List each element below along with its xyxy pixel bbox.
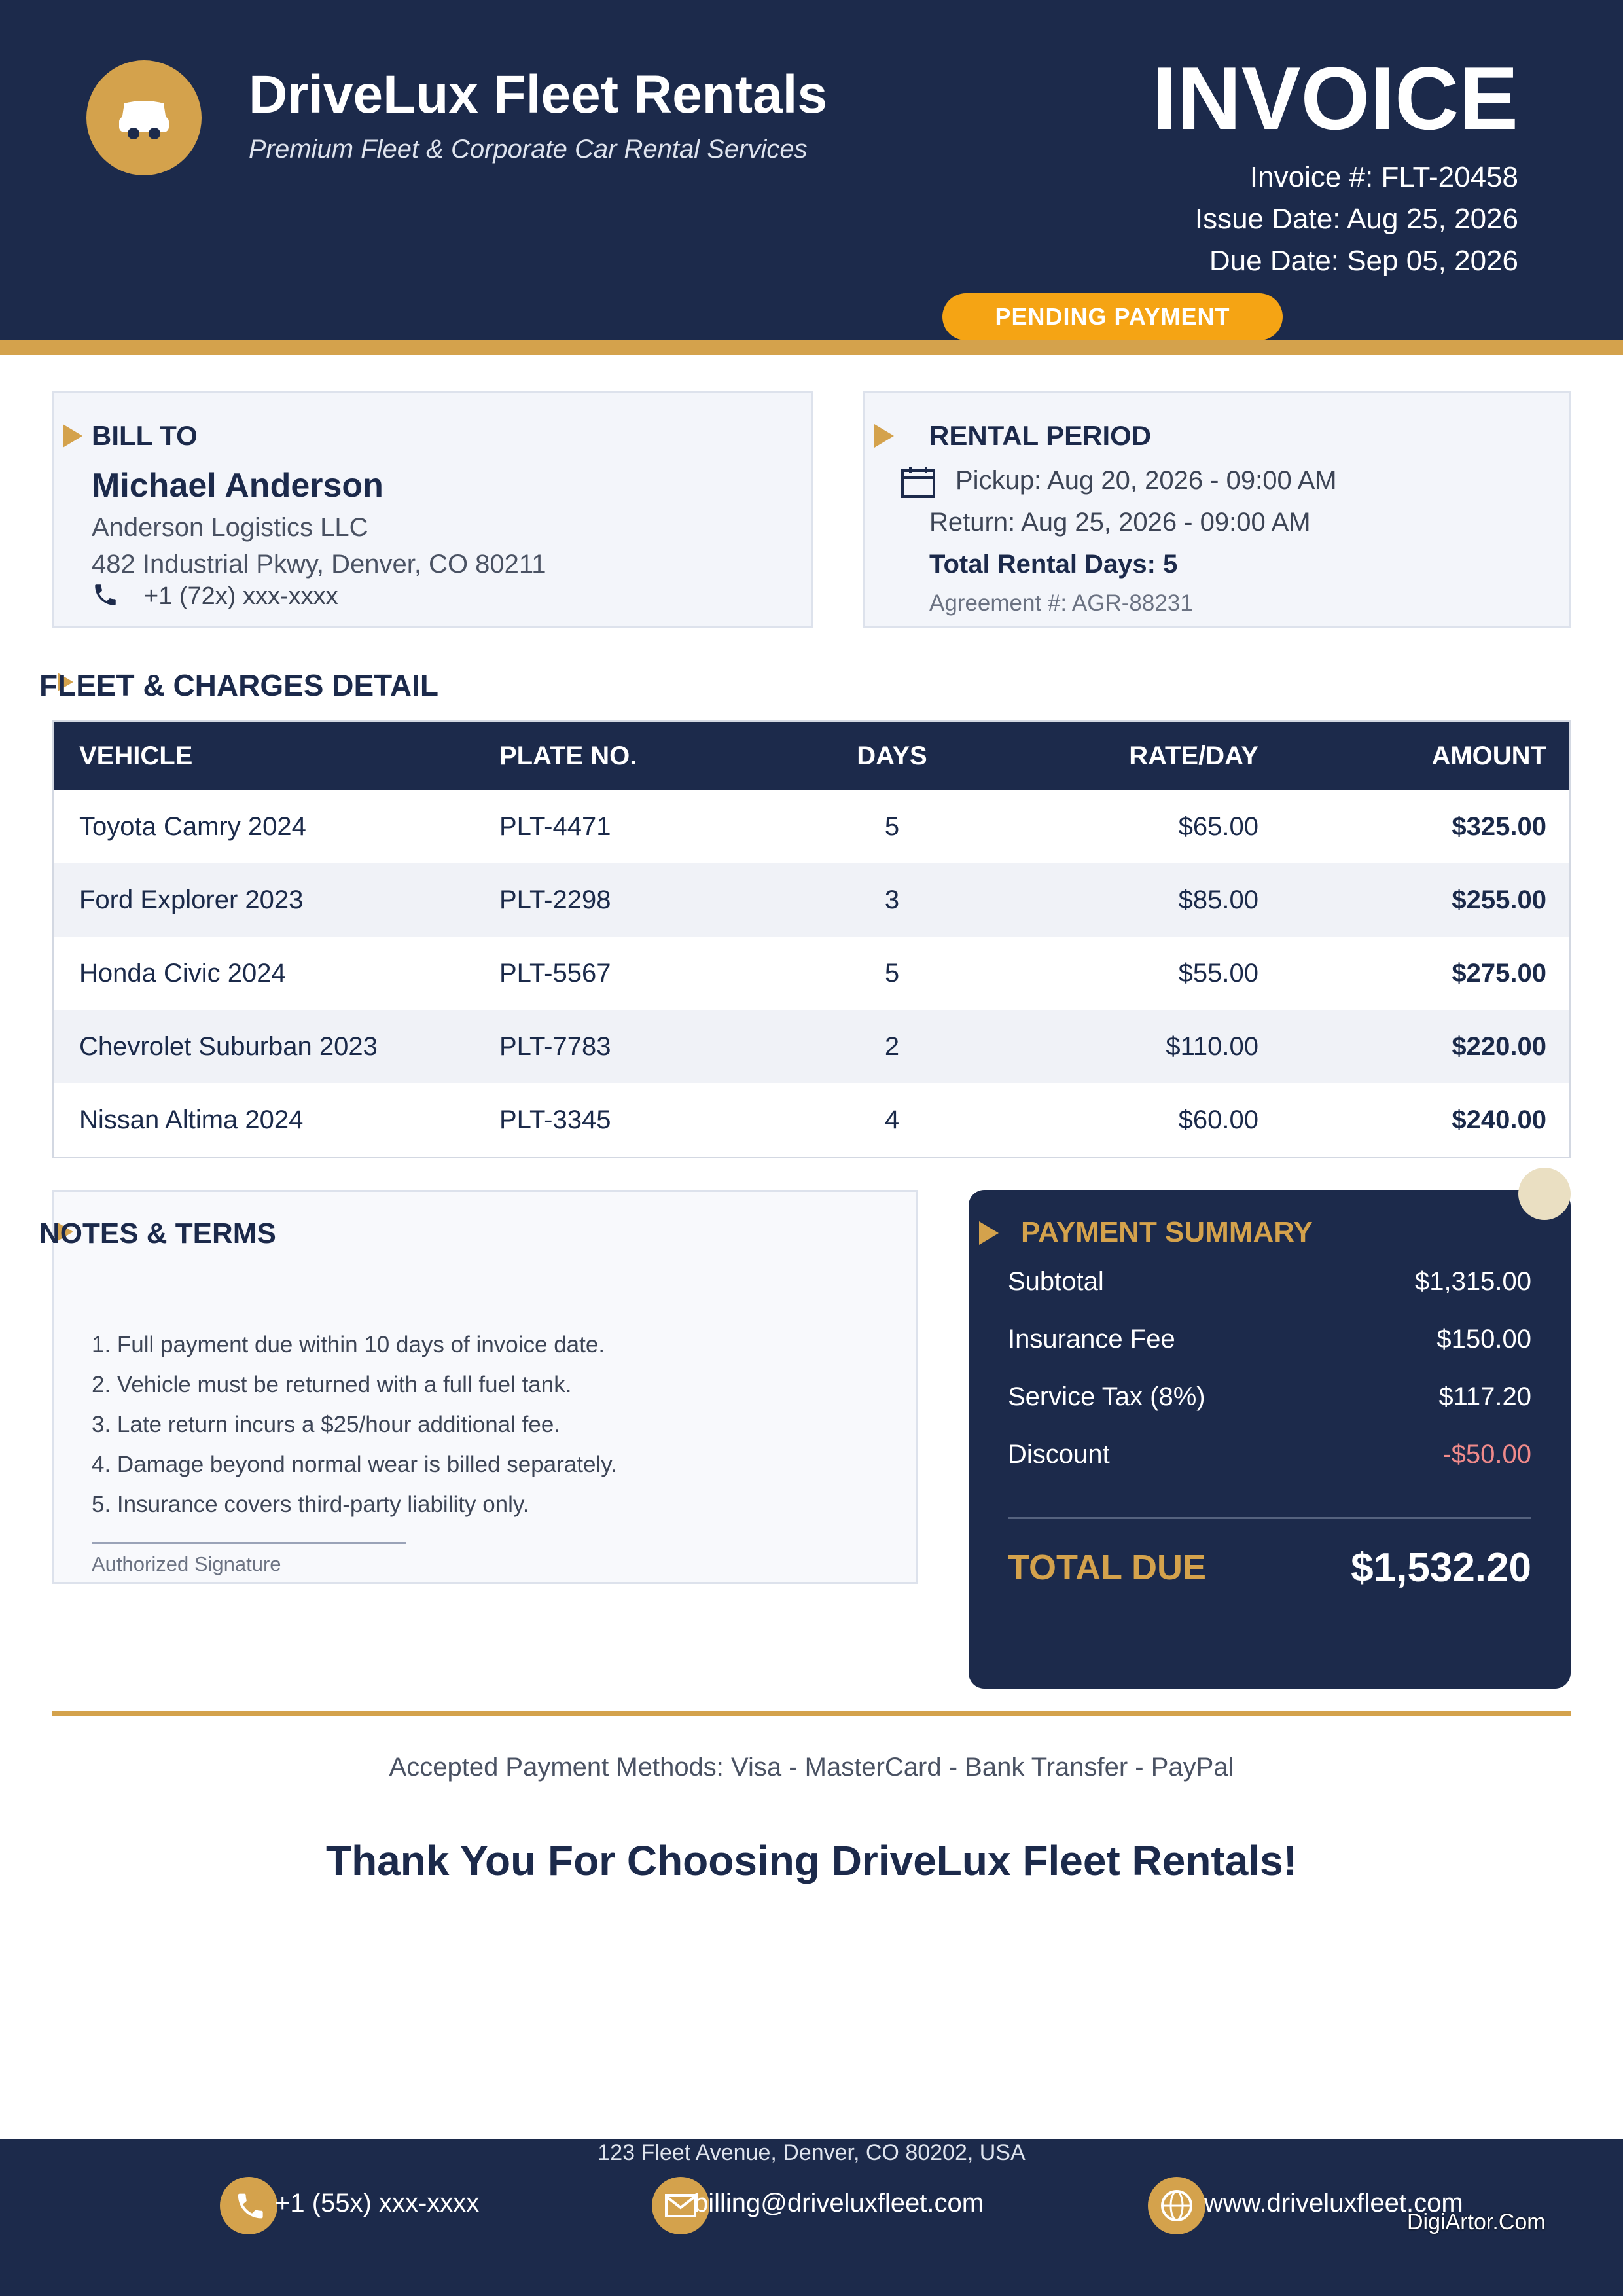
days-cell: 5 bbox=[884, 959, 900, 988]
rental-period-title: RENTAL PERIOD bbox=[929, 420, 1152, 451]
vehicle-cell: Honda Civic 2024 bbox=[79, 959, 286, 988]
amount-cell: $240.00 bbox=[1452, 1105, 1546, 1134]
invoice-number: Invoice #: FLT-20458 bbox=[1249, 161, 1518, 193]
footer-website[interactable]: www.driveluxfleet.com bbox=[1204, 2189, 1463, 2217]
payment-summary-title: PAYMENT SUMMARY bbox=[1021, 1216, 1313, 1248]
watermark: DigiArtor.Com bbox=[1407, 2210, 1546, 2234]
rate-cell: $85.00 bbox=[1178, 886, 1258, 914]
thank-you-message: Thank You For Choosing DriveLux Fleet Rentals! bbox=[325, 1837, 1298, 1884]
amount-cell: $275.00 bbox=[1452, 959, 1546, 988]
return-time: Return: Aug 25, 2026 - 09:00 AM bbox=[929, 508, 1311, 537]
rate-cell: $60.00 bbox=[1178, 1105, 1258, 1134]
payment-methods: Accepted Payment Methods: Visa - MasterCard - Bank Transfer - PayPal bbox=[389, 1753, 1234, 1782]
pickup-time: Pickup: Aug 20, 2026 - 09:00 AM bbox=[955, 466, 1337, 495]
subtotal-value: $1,315.00 bbox=[1415, 1267, 1531, 1296]
company-address: 123 Fleet Avenue, Denver, CO 80202, USA bbox=[597, 2140, 1026, 2165]
rate-cell: $110.00 bbox=[1166, 1032, 1258, 1061]
customer-address: 482 Industrial Pkwy, Denver, CO 80211 bbox=[92, 550, 546, 579]
table-row bbox=[54, 937, 1569, 1010]
terms-list bbox=[92, 1329, 617, 1528]
vehicle-cell: Chevrolet Suburban 2023 bbox=[79, 1032, 378, 1061]
rental-period-marker-icon bbox=[874, 424, 894, 448]
tax-value: $117.20 bbox=[1438, 1382, 1531, 1411]
status-badge: PENDING PAYMENT bbox=[942, 293, 1283, 340]
plate-cell: PLT-7783 bbox=[499, 1032, 611, 1061]
column-header-days: DAYS bbox=[857, 742, 927, 770]
list-item: 3. Late return incurs a $25/hour additional fee. bbox=[92, 1412, 561, 1437]
days-cell: 2 bbox=[884, 1032, 900, 1061]
customer-phone: +1 (72x) xxx-xxxx bbox=[144, 583, 338, 610]
footer-email[interactable]: billing@driveluxfleet.com bbox=[694, 2189, 984, 2217]
rate-cell: $55.00 bbox=[1178, 959, 1258, 988]
amount-cell: $325.00 bbox=[1452, 812, 1546, 841]
charges-table bbox=[52, 720, 1571, 1158]
footer-phone-icon bbox=[220, 2177, 277, 2234]
brand-tagline: Premium Fleet & Corporate Car Rental Services bbox=[249, 135, 808, 164]
amount-cell: $255.00 bbox=[1452, 886, 1546, 914]
days-cell: 3 bbox=[884, 886, 900, 914]
plate-cell: PLT-3345 bbox=[499, 1105, 611, 1134]
signature-label: Authorized Signature bbox=[92, 1552, 281, 1575]
footer-globe-icon bbox=[1148, 2177, 1205, 2234]
insurance-value: $150.00 bbox=[1436, 1325, 1531, 1354]
vehicle-cell: Nissan Altima 2024 bbox=[79, 1105, 304, 1134]
customer-company: Anderson Logistics LLC bbox=[92, 513, 368, 542]
total-due-label: TOTAL DUE bbox=[1008, 1548, 1207, 1587]
charges-section-title: FLEET & CHARGES DETAIL bbox=[39, 668, 438, 702]
list-item: 5. Insurance covers third-party liability only. bbox=[92, 1492, 529, 1517]
payment-summary-marker-icon bbox=[979, 1221, 999, 1245]
subtotal-label: Subtotal bbox=[1008, 1267, 1104, 1296]
notes-title: NOTES & TERMS bbox=[39, 1217, 276, 1249]
table-row bbox=[54, 790, 1569, 863]
due-date: Due Date: Sep 05, 2026 bbox=[1209, 245, 1518, 277]
brand-name: DriveLux Fleet Rentals bbox=[249, 65, 828, 124]
amount-cell: $220.00 bbox=[1452, 1032, 1546, 1061]
column-header-amount: AMOUNT bbox=[1431, 742, 1546, 770]
days-cell: 5 bbox=[884, 812, 900, 841]
days-cell: 4 bbox=[884, 1105, 900, 1134]
footer-divider bbox=[52, 1711, 1571, 1716]
bill-to-marker-icon bbox=[63, 424, 82, 448]
customer-name: Michael Anderson bbox=[92, 467, 383, 505]
list-item: 1. Full payment due within 10 days of invoice date. bbox=[92, 1332, 605, 1357]
list-item: 2. Vehicle must be returned with a full fuel tank. bbox=[92, 1372, 572, 1397]
insurance-label: Insurance Fee bbox=[1008, 1325, 1175, 1354]
summary-divider bbox=[1008, 1517, 1531, 1519]
tax-label: Service Tax (8%) bbox=[1008, 1382, 1205, 1411]
calendar-icon bbox=[901, 466, 936, 499]
table-row bbox=[54, 863, 1569, 937]
total-rental-days: Total Rental Days: 5 bbox=[929, 550, 1178, 579]
charges-table-header bbox=[54, 722, 1569, 790]
issue-date: Issue Date: Aug 25, 2026 bbox=[1194, 203, 1518, 235]
column-header-vehicle: VEHICLE bbox=[79, 742, 193, 770]
rate-cell: $65.00 bbox=[1178, 812, 1258, 841]
table-row bbox=[54, 1083, 1569, 1157]
agreement-number: Agreement #: AGR-88231 bbox=[929, 590, 1193, 616]
vehicle-cell: Ford Explorer 2023 bbox=[79, 886, 304, 914]
decorative-dot bbox=[1518, 1168, 1571, 1220]
signature-line bbox=[92, 1542, 406, 1544]
total-due-value: $1,532.20 bbox=[1351, 1545, 1531, 1590]
plate-cell: PLT-2298 bbox=[499, 886, 611, 914]
footer-phone[interactable]: +1 (55x) xxx-xxxx bbox=[275, 2189, 480, 2217]
phone-icon bbox=[92, 581, 119, 609]
invoice-title: INVOICE bbox=[1152, 48, 1518, 148]
list-item: 4. Damage beyond normal wear is billed separately. bbox=[92, 1452, 617, 1477]
car-icon bbox=[86, 60, 202, 175]
column-header-plate: PLATE NO. bbox=[499, 742, 637, 770]
plate-cell: PLT-4471 bbox=[499, 812, 611, 841]
vehicle-cell: Toyota Camry 2024 bbox=[79, 812, 306, 841]
payment-summary-card bbox=[969, 1190, 1571, 1689]
header-accent-strip bbox=[0, 340, 1623, 355]
brand-logo bbox=[86, 60, 202, 175]
plate-cell: PLT-5567 bbox=[499, 959, 611, 988]
discount-label: Discount bbox=[1008, 1440, 1110, 1469]
bill-to-title: BILL TO bbox=[92, 420, 198, 451]
column-header-rate: RATE/DAY bbox=[1129, 742, 1258, 770]
discount-value: -$50.00 bbox=[1442, 1440, 1531, 1469]
table-row bbox=[54, 1010, 1569, 1083]
